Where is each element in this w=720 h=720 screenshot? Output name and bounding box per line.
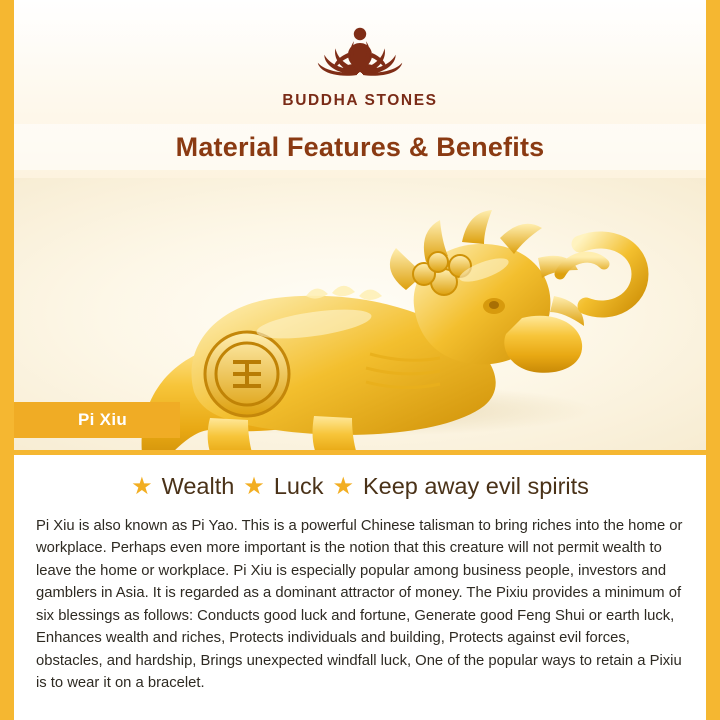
description-paragraph: Pi Xiu is also known as Pi Yao. This is a powerful Chinese talisman to bring riches into the home or workplace. Perhaps even more important is the notion that this creature will not permit wealth to leave the home or workplace. Pi Xiu is especially popular among business people, investors and gamblers in Asia. It is regarded as a dominant attractor of money. The Pixiu provides a minimum of six blessings as follows: Conducts good luck and fortune, Generate good Feng Shui or earth luck, Enhances wealth and riches, Protects individuals and building, Protects against evil forces, obstacles, and hardship, Brings unexpected windfall luck, One of the popular ways to retain a Pixiu is to wear it on a bracelet. bbox=[36, 517, 683, 692]
star-icon: ★ bbox=[131, 472, 153, 500]
benefit-item-wealth: Wealth bbox=[161, 473, 235, 499]
product-caption-badge bbox=[14, 402, 180, 438]
star-icon: ★ bbox=[332, 472, 354, 500]
brand-name: BUDDHA STONES bbox=[282, 92, 438, 109]
benefit-item-luck: Luck bbox=[273, 473, 324, 499]
banner-header bbox=[14, 0, 706, 178]
product-image bbox=[14, 178, 706, 450]
description-section bbox=[14, 455, 706, 720]
section-title-band bbox=[14, 124, 706, 170]
lotus-meditation-icon bbox=[285, 22, 435, 88]
product-caption: Pi Xiu bbox=[78, 410, 128, 429]
benefit-item-evil-spirits: Keep away evil spirits bbox=[362, 473, 589, 499]
page-title: Material Features & Benefits bbox=[175, 131, 545, 162]
brand-block bbox=[14, 0, 706, 110]
benefits-list bbox=[36, 473, 684, 500]
star-icon: ★ bbox=[243, 472, 265, 500]
